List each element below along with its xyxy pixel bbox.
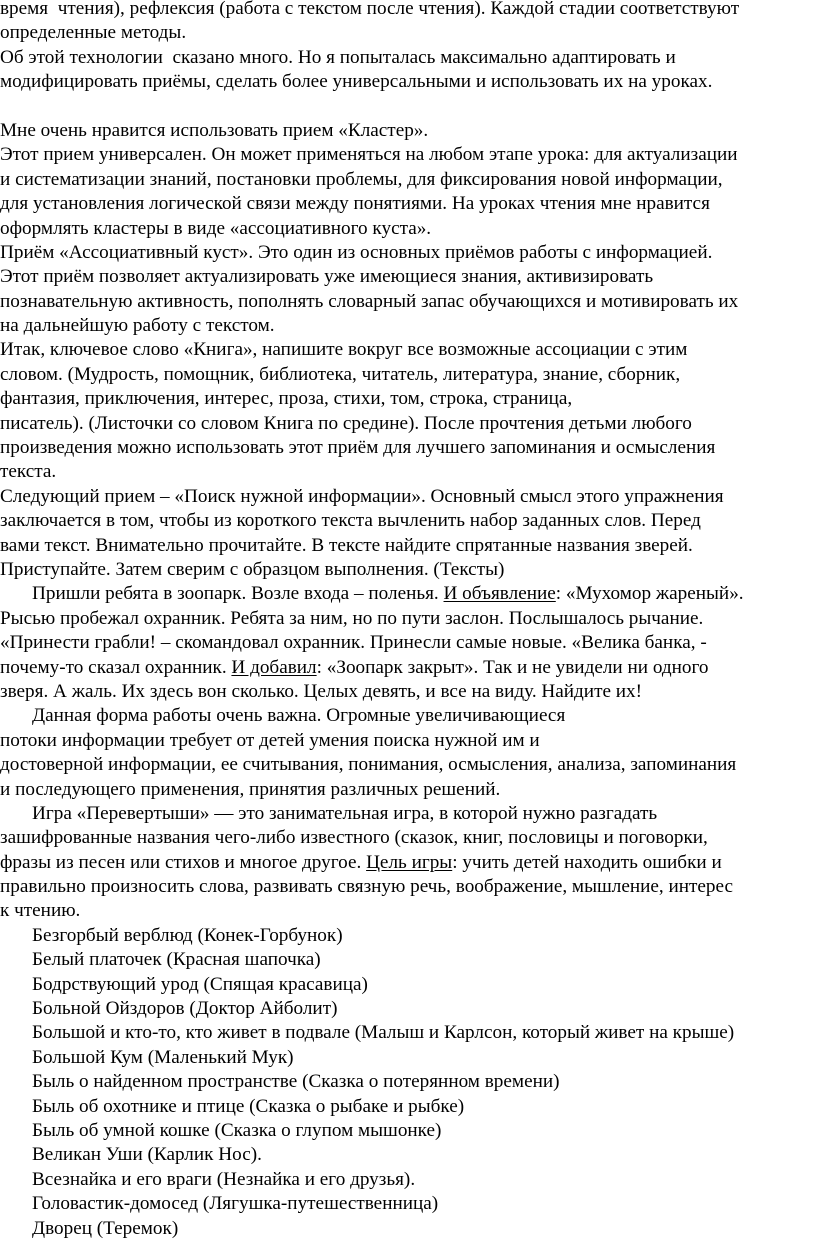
text-line: зашифрованные названия чего-либо известного (сказок, книг, пословицы и поговорки,	[0, 827, 708, 849]
zoo-text-part: : «Зоопарк закрыт». Так и не увидели ни одного	[316, 656, 709, 678]
text-line: познавательную активность, пополнять словарный запас обучающихся и мотивировать их	[0, 290, 739, 312]
blank-line	[0, 95, 816, 119]
text-line: оформлять кластеры в виде «ассоциативного куста».	[0, 217, 432, 239]
text-line	[0, 851, 816, 875]
text-line: определенные методы.	[0, 22, 187, 44]
text-line: Приступайте. Затем сверим с образцом выполнения. (Тексты)	[0, 558, 505, 580]
zoo-text-line: «Принести грабли! – скомандовал охранник. Принесли самые новые. «Велика банка, -	[0, 632, 707, 654]
riddle-item: Большой и кто-то, кто живет в подвале (Малыш и Карлсон, который живет на крыше)	[32, 1022, 735, 1044]
text-line: Следующий прием – «Поиск нужной информации». Основный смысл этого упражнения	[0, 485, 724, 507]
underlined-phrase: И объявление	[443, 583, 556, 605]
text-line: Мне очень нравится использовать прием «Кластер».	[0, 119, 429, 141]
text-line: Об этой технологии сказано много. Но я попыталась максимально адаптировать и	[0, 46, 676, 68]
text-line: для установления логической связи между понятиями. На уроках чтения мне нравится	[0, 193, 710, 215]
text-line: Этот приём позволяет актуализировать уже имеющиеся знания, активизировать	[0, 266, 654, 288]
text-line: правильно произносить слова, развивать связную речь, воображение, мышление, интерес	[0, 876, 734, 898]
zoo-text-line	[0, 582, 816, 606]
riddle-item: Головастик-домосед (Лягушка-путешественница)	[32, 1193, 439, 1215]
text-line: писатель). (Листочки со словом Книга по средине). После прочтения детьми любого	[0, 412, 692, 434]
text-line: вами текст. Внимательно прочитайте. В тексте найдите спрятанные названия зверей.	[0, 534, 693, 556]
text-line: произведения можно использовать этот приём для лучшего запоминания и осмысления	[0, 437, 716, 459]
riddle-item: Больной Ойздоров (Доктор Айболит)	[32, 998, 338, 1020]
text-line: Данная форма работы очень важна. Огромные увеличивающиеся	[32, 705, 566, 727]
riddle-item: Большой Кум (Маленький Мук)	[32, 1046, 294, 1068]
riddle-item: Всезнайка и его враги (Незнайка и его друзья).	[32, 1168, 416, 1190]
text-line: время чтения), рефлексия (работа с текстом после чтения). Каждой стадии соответствуют	[0, 0, 740, 19]
text-part: фразы из песен или стихов и многое другое.	[0, 851, 367, 873]
text-line: на дальнейшую работу с текстом.	[0, 315, 275, 337]
text-line: текста.	[0, 461, 57, 483]
text-line: Игра «Перевертыши» — это занимательная игра, в которой нужно разгадать	[32, 802, 658, 824]
zoo-text-part: Пришли ребята в зоопарк. Возле входа – поленья.	[32, 583, 444, 605]
text-line: модифицировать приёмы, сделать более универсальными и использовать их на уроках.	[0, 71, 713, 93]
riddle-item: Быль об умной кошке (Сказка о глупом мышонке)	[32, 1119, 442, 1141]
underlined-phrase: И добавил	[231, 656, 317, 678]
text-line: потоки информации требует от детей умения поиска нужной им и	[0, 729, 540, 751]
underlined-phrase: Цель игры	[366, 851, 453, 873]
riddle-item: Безгорбый верблюд (Конек-Горбунок)	[32, 924, 343, 946]
riddle-item: Дворец (Теремок)	[32, 1217, 179, 1239]
text-line: Приём «Ассоциативный куст». Это один из основных приёмов работы с информацией.	[0, 241, 713, 263]
text-line: словом. (Мудрость, помощник, библиотека, читатель, литература, знание, сборник,	[0, 363, 681, 385]
zoo-text-part: : «Мухомор жареный».	[555, 583, 744, 605]
text-line: Итак, ключевое слово «Книга», напишите вокруг все возможные ассоциации с этим	[0, 339, 688, 361]
text-line: Этот прием универсален. Он может применяться на любом этапе урока: для актуализации	[0, 144, 738, 166]
zoo-text-part: почему-то сказал охранник.	[0, 656, 232, 678]
text-line: и последующего применения, принятия различных решений.	[0, 778, 501, 800]
text-part: : учить детей находить ошибки и	[452, 851, 722, 873]
zoo-text-line: Рысью пробежал охранник. Ребята за ним, но по пути заслон. Послышалось рычание.	[0, 607, 704, 629]
riddle-item: Быль об охотнике и птице (Сказка о рыбаке и рыбке)	[32, 1095, 465, 1117]
riddle-item: Бодрствующий урод (Спящая красавица)	[32, 973, 368, 995]
text-line: фантазия, приключения, интерес, проза, стихи, том, строка, страница,	[0, 388, 573, 410]
riddle-item: Великан Уши (Карлик Нос).	[32, 1144, 262, 1166]
zoo-text-line: зверя. А жаль. Их здесь вон сколько. Целых девять, и все на виду. Найдите их!	[0, 680, 643, 702]
zoo-text-line	[0, 656, 816, 680]
text-line: и систематизации знаний, постановки проблемы, для фиксирования новой информации,	[0, 168, 723, 190]
riddle-item: Быль о найденном пространстве (Сказка о потерянном времени)	[32, 1071, 560, 1093]
text-line: достоверной информации, ее считывания, понимания, осмысления, анализа, запоминания	[0, 754, 737, 776]
text-line: к чтению.	[0, 900, 81, 922]
riddle-item: Белый платочек (Красная шапочка)	[32, 949, 321, 971]
text-line: заключается в том, чтобы из короткого текста вычленить набор заданных слов. Перед	[0, 510, 701, 532]
